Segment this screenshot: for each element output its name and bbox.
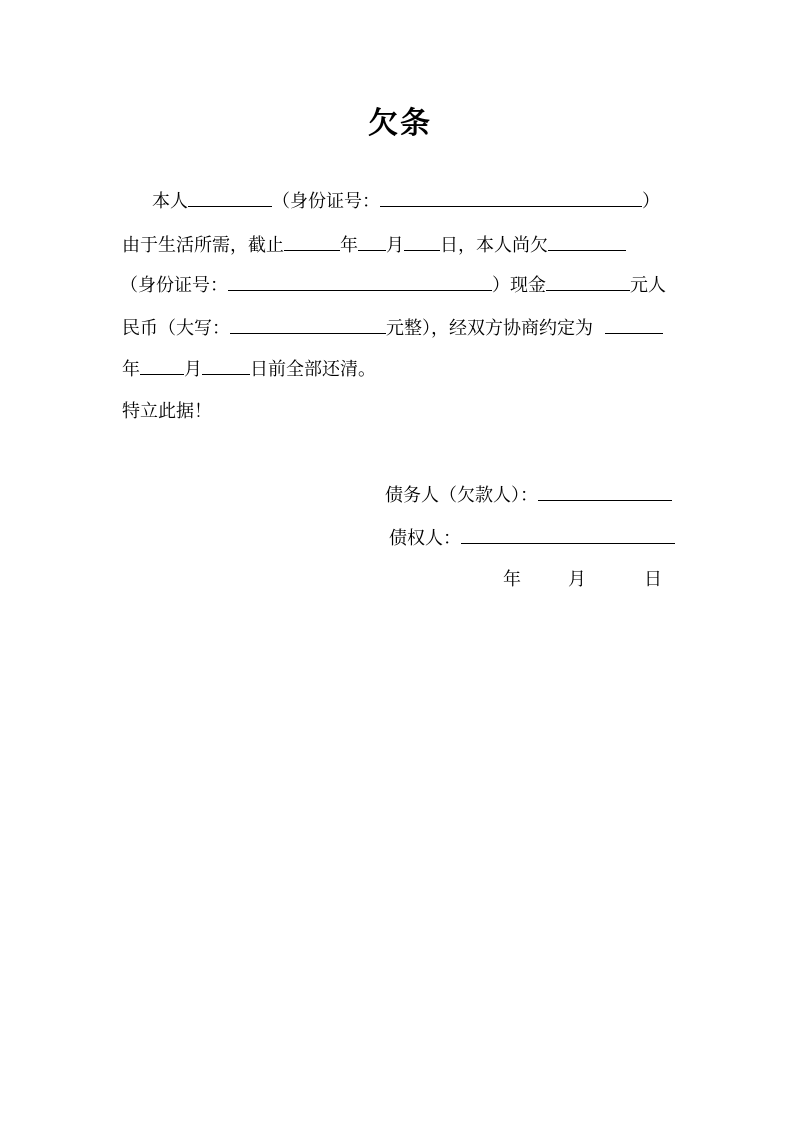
body-line-5 [122,355,376,385]
body-line-3 [120,271,666,301]
text-id-label-2: （身份证号： [120,275,228,296]
text-month: 月 [386,235,404,256]
text-hereby: 特立此据！ [122,401,212,422]
body-line-1 [152,187,660,217]
borrower-id-blank[interactable] [380,187,642,207]
repay-month-blank[interactable] [140,355,184,375]
amount-caps-blank[interactable] [230,314,386,334]
creditor-name-blank[interactable] [548,231,626,251]
text-rmb-caps: 民币（大写： [122,318,230,339]
cutoff-month-blank[interactable] [358,231,386,251]
amount-blank[interactable] [546,271,630,291]
text-year-2: 年 [122,359,140,380]
text-cash: ）现金 [492,275,546,296]
date-month-label: 月 [568,569,586,590]
text-id-label: （身份证号： [272,191,380,212]
repay-day-blank[interactable] [202,355,250,375]
text-month-2: 月 [184,359,202,380]
creditor-label: 债权人： [389,528,461,549]
debtor-signature-blank[interactable] [538,481,672,501]
borrower-name-blank[interactable] [188,187,272,207]
debtor-label: 债务人（欠款人）： [385,485,538,506]
creditor-signature-row [389,524,675,554]
cutoff-year-blank[interactable] [284,231,340,251]
creditor-signature-blank[interactable] [461,524,675,544]
creditor-id-blank[interactable] [228,271,492,291]
text-day-owe: 日，本人尚欠 [440,235,548,256]
text-self: 本人 [152,191,188,212]
text-yuan-ren: 元人 [630,275,666,296]
cutoff-day-blank[interactable] [404,231,440,251]
date-year-label: 年 [503,569,521,590]
signature-date-row [0,565,800,595]
document-title: 欠条 [368,106,432,141]
text-paren-close: ） [642,191,660,212]
body-line-2 [122,231,626,261]
text-reason: 由于生活所需，截止 [122,235,284,256]
repay-year-blank[interactable] [605,314,663,334]
body-line-6 [122,397,212,427]
text-year: 年 [340,235,358,256]
body-line-4 [122,314,663,344]
debtor-signature-row [385,481,672,511]
text-agreed: 元整），经双方协商约定为 [386,318,593,339]
date-day-label: 日 [644,569,662,590]
text-repay-all: 日前全部还清。 [250,359,376,380]
